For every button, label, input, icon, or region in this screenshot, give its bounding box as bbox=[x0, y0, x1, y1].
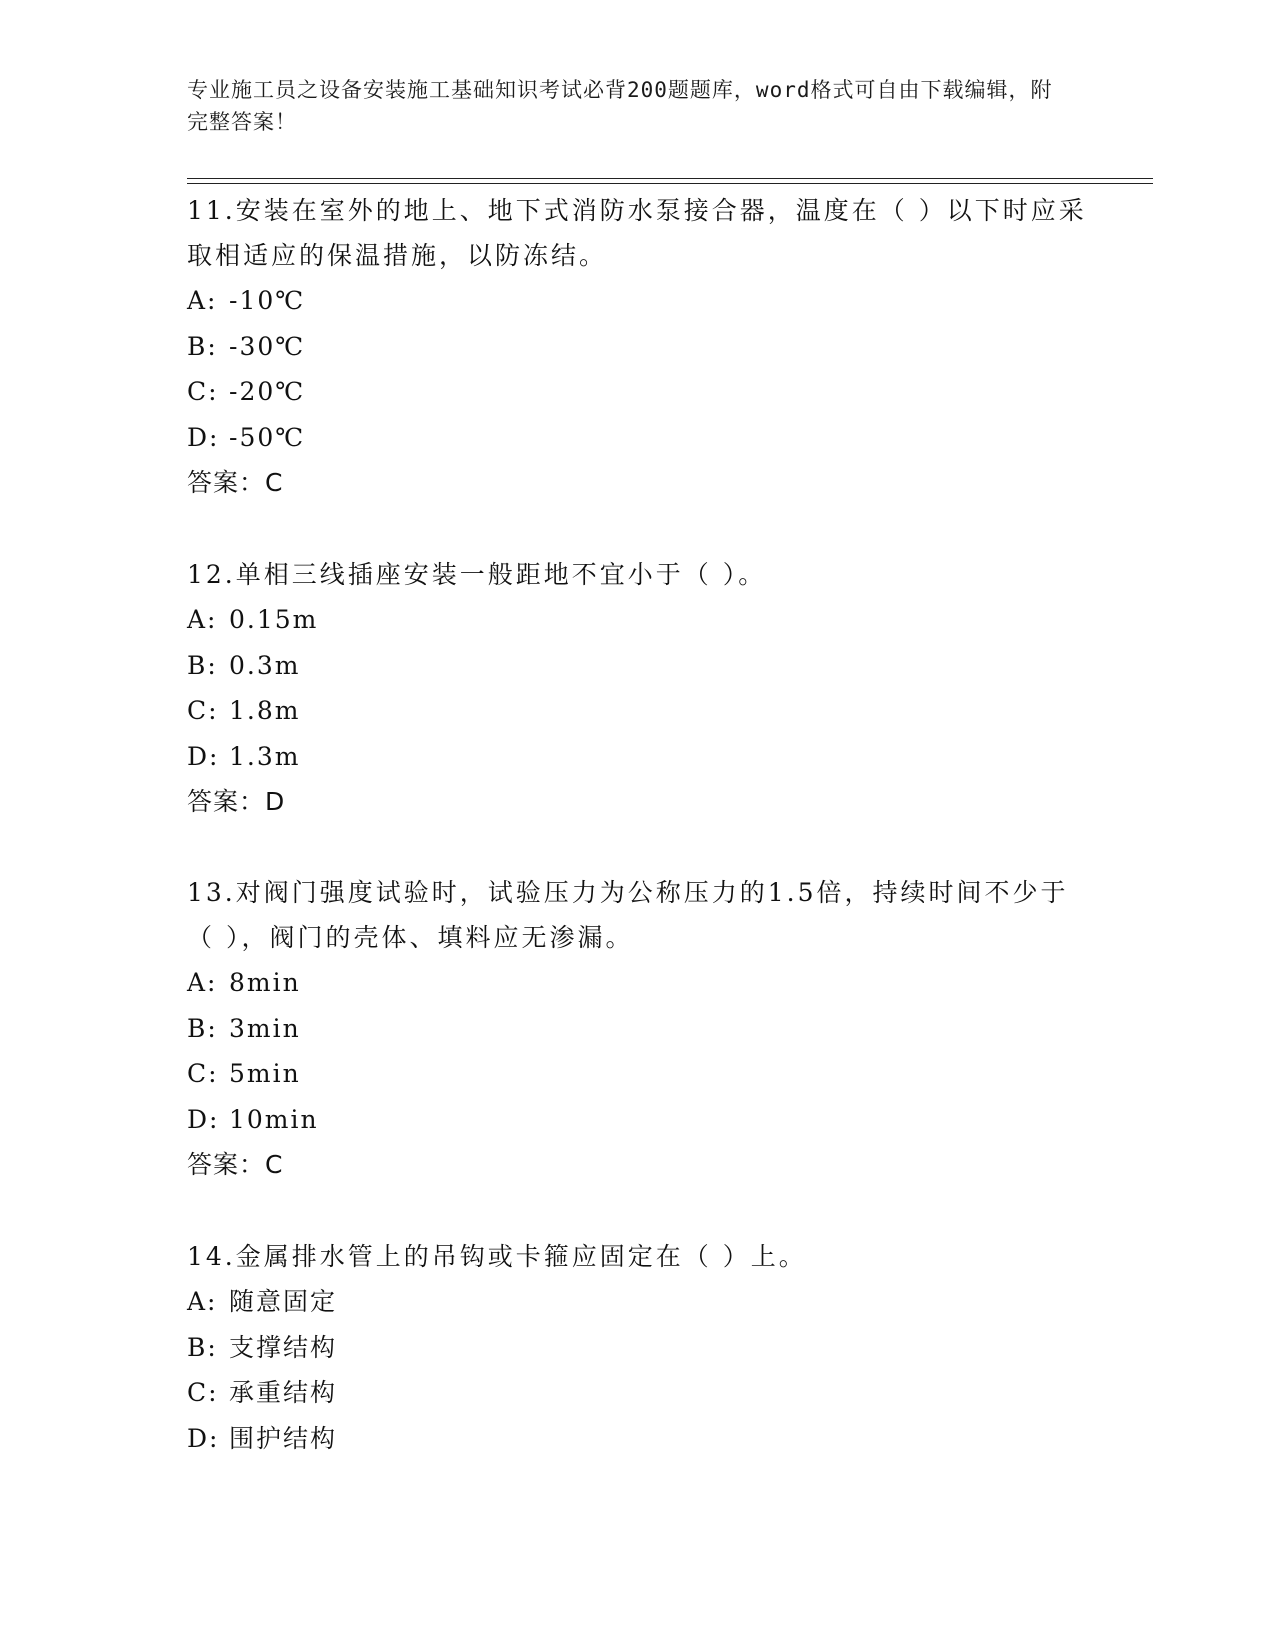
question-13 bbox=[187, 870, 1087, 1187]
option-letter: D: bbox=[187, 422, 220, 452]
option-text: 0.15m bbox=[229, 605, 319, 634]
option-c bbox=[187, 369, 1087, 415]
option-text: 承重结构 bbox=[229, 1378, 338, 1407]
option-a bbox=[187, 597, 1087, 643]
question-stem: 14.金属排水管上的吊钩或卡箍应固定在（ ）上。 bbox=[187, 1242, 807, 1271]
option-text: -20℃ bbox=[229, 377, 306, 406]
option-text: 0.3m bbox=[229, 650, 301, 680]
option-letter: A: bbox=[187, 968, 218, 997]
option-b bbox=[187, 1006, 1087, 1052]
option-text: 围护结构 bbox=[229, 1423, 338, 1453]
question-stem: 13.对阀门强度试验时，试验压力为公称压力的1.5倍，持续时间不少于（ ），阀门的壳体、填料应无渗漏。 bbox=[187, 878, 1069, 952]
option-text: 3min bbox=[229, 1013, 301, 1043]
option-a bbox=[187, 1279, 1087, 1325]
option-a bbox=[187, 278, 1087, 324]
option-d bbox=[187, 1416, 1087, 1462]
document-header: 专业施工员之设备安装施工基础知识考试必背200题题库，word格式可自由下载编辑，附完整答案！ bbox=[187, 78, 1053, 134]
question-stem: 12.单相三线插座安装一般距地不宜小于（ ）。 bbox=[187, 560, 767, 589]
option-c bbox=[187, 1051, 1087, 1097]
option-letter: C: bbox=[187, 1059, 219, 1088]
option-letter: B: bbox=[187, 650, 218, 680]
option-letter: A: bbox=[187, 286, 218, 315]
option-d bbox=[187, 734, 1087, 780]
option-d bbox=[187, 415, 1087, 461]
option-text: 1.8m bbox=[229, 696, 301, 725]
option-letter: C: bbox=[187, 1378, 219, 1407]
option-text: -50℃ bbox=[229, 422, 306, 452]
option-text: 8min bbox=[229, 968, 301, 997]
option-letter: B: bbox=[187, 1013, 218, 1043]
option-letter: A: bbox=[187, 605, 218, 634]
option-letter: A: bbox=[187, 1287, 218, 1316]
option-c bbox=[187, 688, 1087, 734]
option-letter: D: bbox=[187, 1423, 220, 1453]
option-letter: B: bbox=[187, 331, 218, 361]
option-text: -30℃ bbox=[229, 331, 306, 361]
header-divider-bottom bbox=[187, 183, 1153, 184]
answer-text: 答案：C bbox=[187, 1150, 284, 1179]
option-letter: D: bbox=[187, 741, 220, 771]
option-a bbox=[187, 960, 1087, 1006]
question-11 bbox=[187, 188, 1087, 505]
option-letter: C: bbox=[187, 696, 219, 725]
option-letter: D: bbox=[187, 1104, 220, 1134]
option-letter: B: bbox=[187, 1332, 218, 1362]
header-divider-top bbox=[187, 178, 1153, 179]
option-b bbox=[187, 324, 1087, 370]
question-stem: 11.安装在室外的地上、地下式消防水泵接合器，温度在（ ）以下时应采取相适应的保温措施，以防冻结。 bbox=[187, 196, 1087, 270]
question-12 bbox=[187, 552, 1087, 824]
option-d bbox=[187, 1097, 1087, 1143]
option-text: 随意固定 bbox=[229, 1287, 338, 1316]
option-b bbox=[187, 643, 1087, 689]
option-text: 支撑结构 bbox=[229, 1332, 338, 1362]
option-text: -10℃ bbox=[229, 286, 306, 315]
option-text: 10min bbox=[229, 1104, 319, 1134]
answer-text: 答案：D bbox=[187, 787, 286, 816]
option-letter: C: bbox=[187, 377, 219, 406]
question-14 bbox=[187, 1234, 1087, 1461]
option-text: 1.3m bbox=[229, 741, 301, 771]
option-c bbox=[187, 1370, 1087, 1416]
answer-text: 答案：C bbox=[187, 468, 284, 497]
option-b bbox=[187, 1325, 1087, 1371]
option-text: 5min bbox=[229, 1059, 301, 1088]
